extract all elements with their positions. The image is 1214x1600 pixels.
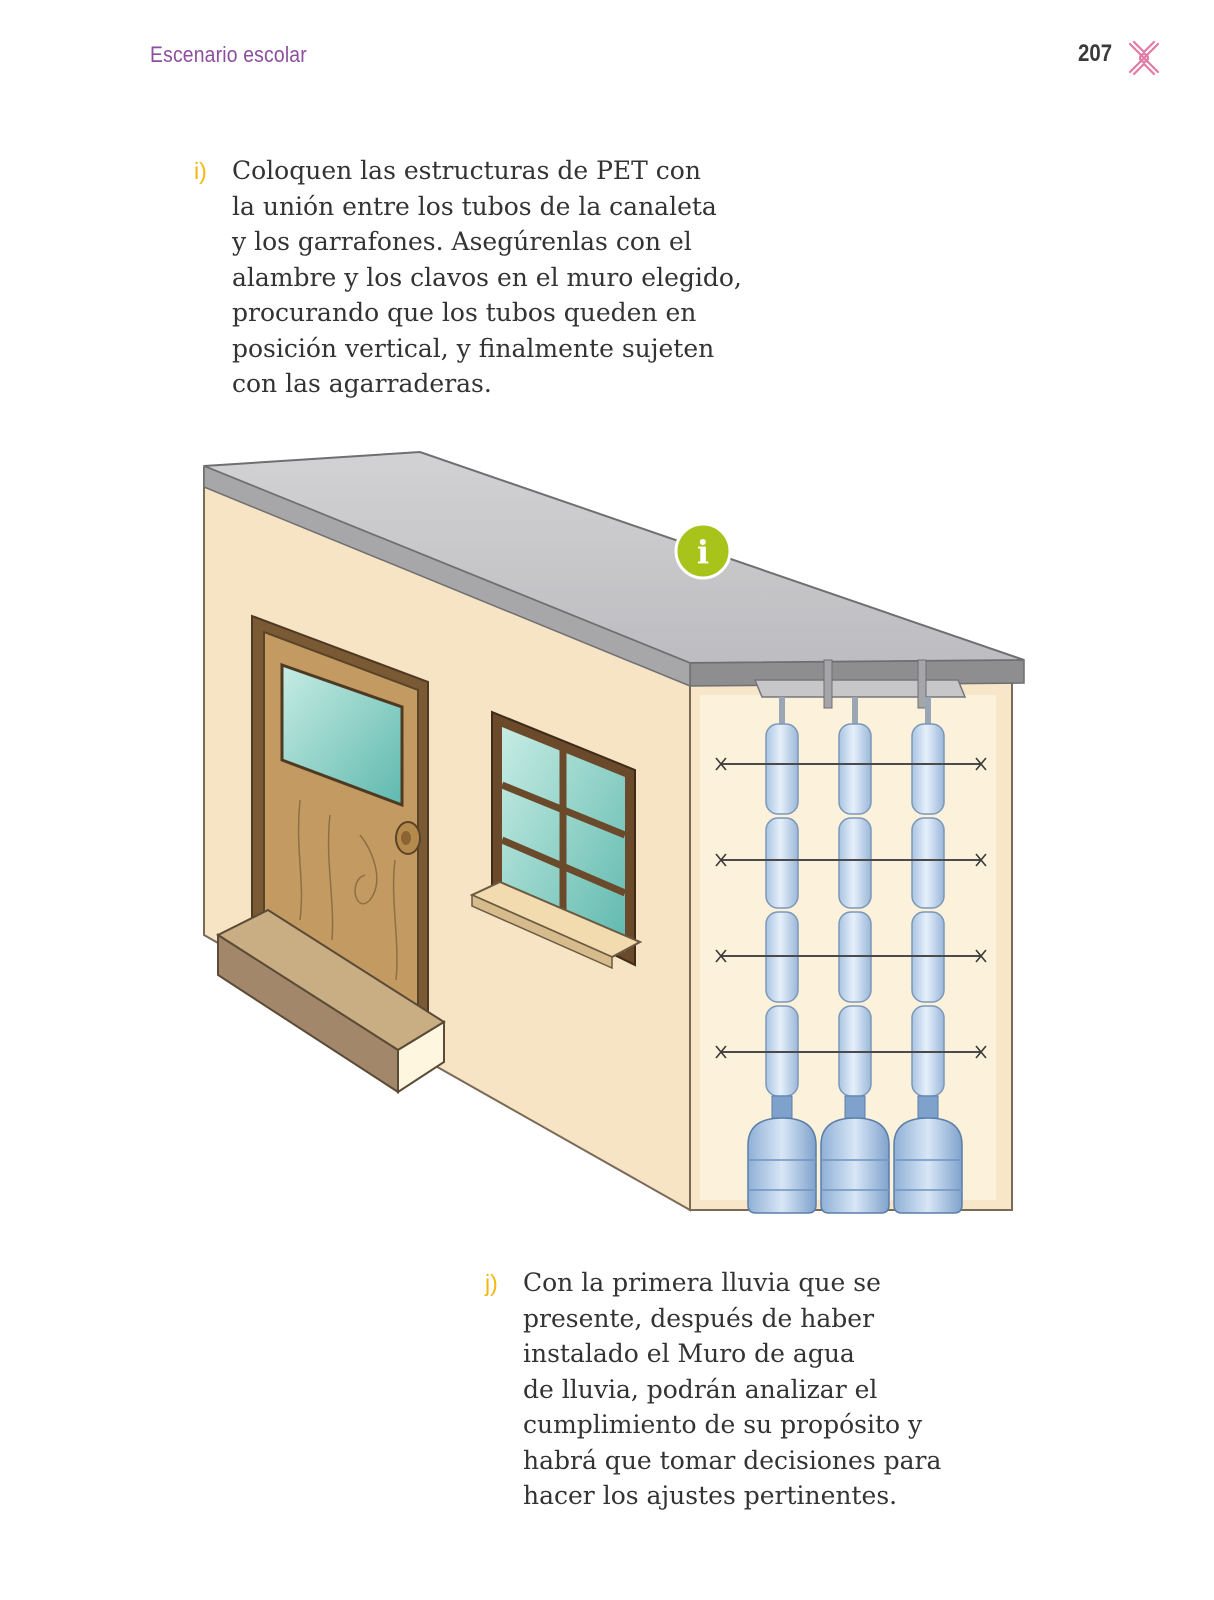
step-line: con las agarraderas.: [232, 369, 492, 398]
step-line: cumplimiento de su propósito y: [523, 1410, 923, 1439]
step-line: posición vertical, y finalmente sujeten: [232, 333, 715, 363]
section-title: Escenario escolar: [150, 42, 307, 67]
step-line: hacer los ajustes pertinentes.: [523, 1481, 898, 1510]
step-line: presente, después de haber: [523, 1303, 875, 1333]
step-line: procurando que los tubos queden en: [232, 298, 697, 327]
rainwater-wall-illustration: [190, 440, 1030, 1230]
step-line: la unión entre los tubos de la canaleta: [232, 191, 717, 221]
step-marker: i): [194, 158, 207, 184]
step-line: Coloquen las estructuras de PET con: [232, 156, 701, 185]
step-line: alambre y los clavos en el muro elegido,: [232, 262, 742, 292]
step-line: Con la primera lluvia que se: [523, 1268, 881, 1297]
step-line: instalado el Muro de agua: [523, 1339, 855, 1368]
pet-bottle-columns: [766, 697, 944, 1096]
page-number: 207: [1078, 40, 1113, 67]
step-badge-letter: i: [696, 533, 710, 571]
step-j: [485, 1265, 963, 1514]
step-line: de lluvia, podrán analizar el: [523, 1374, 878, 1404]
step-line: habrá que tomar decisiones para: [523, 1445, 942, 1475]
step-line: y los garrafones. Asegúrenlas con el: [232, 227, 692, 256]
water-jugs: [748, 1096, 962, 1213]
step-i: [194, 153, 752, 402]
gutter: [755, 680, 965, 697]
step-marker: j): [485, 1270, 498, 1296]
cross-star-icon: [1124, 38, 1164, 78]
